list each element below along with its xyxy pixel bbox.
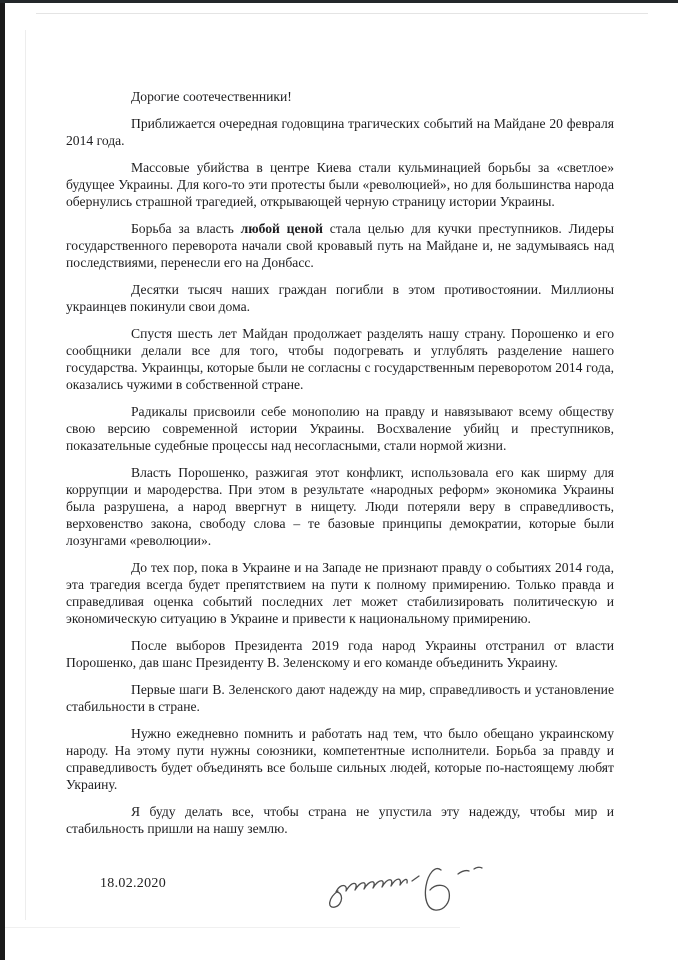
scan-artifact-line-top (36, 13, 648, 14)
paragraph-anniversary: Приближается очередная годовщина трагических событий на Майдане 20 февраля 2014 года. (66, 116, 614, 148)
paragraph-six-years: Спустя шесть лет Майдан продолжает разделять нашу страну. Порошенко и его сообщники делали все для того, чтобы подогревать и углублять разделение нашего государства. Украинцы, которые были не согласны с государственным переворотом 2014 года, оказались чужими в собственной стране. (66, 326, 614, 392)
letter-footer (66, 863, 614, 933)
paragraph-daily-work: Нужно ежедневно помнить и работать над тем, что было обещано украинскому народу. На этому пути нужны союзники, компетентные исполнители. Борьба за правду и справедливость будет объединять все больше сильных людей, которые по-настоящему любят Украину. (66, 726, 614, 792)
paragraph-mass-killings: Массовые убийства в центре Киева стали кульминацией борьбы за «светлое» будущее Украины. Для кого-то эти протесты были «революцией», но для большинства народа обернулись страшной трагедией, открывающей черную страницу истории Украины. (66, 160, 614, 209)
paragraph-power-struggle (66, 220, 614, 271)
scan-edge-top (0, 0, 678, 3)
salutation: Дорогие соотечественники! (131, 89, 292, 104)
letter-date: 18.02.2020 (100, 876, 166, 891)
paragraph-casualties: Десятки тысяч наших граждан погибли в этом противостоянии. Миллионы украинцев покинули свои дома. (66, 282, 614, 314)
paragraph-closing: Я буду делать все, чтобы страна не упустила эту надежду, чтобы мир и стабильность пришли на нашу землю. (66, 804, 614, 836)
paragraph-text-after-bold: стала целью для кучки преступников. Лидеры государственного переворота начали свой кровавый путь на Майдане и, не задумываясь над последствиями, перенесли его на Донбасс. (66, 221, 614, 270)
paragraph-first-steps: Первые шаги В. Зеленского дают надежду на мир, справедливость и установление стабильности в стране. (66, 682, 614, 714)
bold-phrase: любой ценой (240, 221, 323, 236)
paragraph-poroshenko-power: Власть Порошенко, разжигая этот конфликт, использовала его как ширму для коррупции и мародерства. При этом в результате «народных реформ» экономика Украины была разрушена, а народ ввергнут в нищету. Люди потеряли веру в справедливость, верховенство закона, свободу слова – те базовые принципы демократии, которые были лозунгами «революции». (66, 465, 614, 548)
paragraph-elections-2019: После выборов Президента 2019 года народ Украины отстранил от власти Порошенко, дав шанс Президенту В. Зеленскому и его команде объединить Украину. (66, 638, 614, 670)
scan-artifact-line-vertical (25, 30, 26, 920)
scan-edge-left (0, 0, 5, 960)
paragraph-truth-reconciliation: До тех пор, пока в Украине и на Западе не признают правду о событиях 2014 года, эта трагедия всегда будет препятствием на пути к полному примирению. Только правда и справедливая оценка событий последних лет может стабилизировать политическую и экономическую ситуацию в Украине и привести к национальному примирению. (66, 560, 614, 626)
letter-body (66, 88, 614, 933)
signature-scribble (322, 859, 492, 921)
paragraph-text-before-bold: Борьба за власть (131, 221, 241, 236)
paragraph-radicals: Радикалы присвоили себе монополию на правду и навязывают всему обществу свою версию современной истории Украины. Восхваление убийц и преступников, показательные судебные процессы над несогласными, стали нормой жизни. (66, 404, 614, 453)
